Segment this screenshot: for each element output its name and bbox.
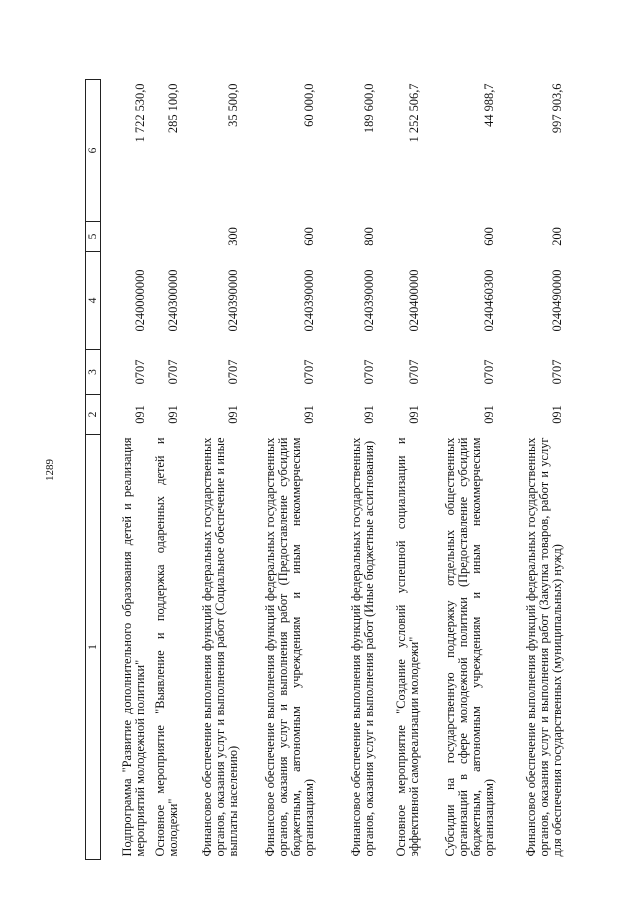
row-description: Финансовое обеспечение выполнения функций федеральных государственных органов, оказания услуг и выполнения работ (Предоставление субсидий бюджетным, автономным учреждениям и иным некоммерческим организациям) [262, 437, 317, 857]
table-row [182, 80, 242, 860]
row-section: 0707 [133, 359, 148, 385]
header-col-6: 6 [86, 80, 101, 222]
row-code: 091 [482, 405, 497, 424]
row-section: 0707 [362, 359, 377, 385]
page-number: 1289 [44, 459, 56, 481]
table-row [149, 80, 182, 860]
row-amount: 35 500,0 [226, 83, 241, 127]
row-description: Основное мероприятие "Создание условий успешной социализации и эффективной самореализации молодежи" [394, 437, 422, 857]
row-description: Финансовое обеспечение выполнения функций федеральных государственных органов, оказания услуг и выполнения работ (Иные бюджетные ассигнования) [349, 437, 377, 857]
row-amount: 189 600,0 [362, 83, 377, 134]
row-expense-type: 800 [362, 227, 377, 246]
row-description: Подпрограмма "Развитие дополнительного образования детей и реализация мероприятий молодежной политики" [120, 437, 148, 857]
header-row [86, 80, 101, 860]
row-code: 091 [133, 405, 148, 424]
row-amount: 1 722 530,0 [133, 83, 148, 143]
row-description: Основное мероприятие "Выявление и поддержка одаренных детей и молодежи" [153, 437, 181, 857]
row-target: 0240400000 [407, 269, 422, 332]
row-expense-type: 200 [550, 227, 565, 246]
row-code: 091 [550, 405, 565, 424]
row-amount: 997 903,6 [550, 83, 565, 134]
row-code: 091 [362, 405, 377, 424]
row-target: 0240390000 [362, 269, 377, 332]
row-amount: 1 252 506,7 [407, 83, 422, 143]
row-expense-type: 600 [302, 227, 317, 246]
row-target: 0240300000 [166, 269, 181, 332]
row-description: Субсидии на государственную поддержку отдельных общественных организаций в сфере молодежной политики (Предоставление субсидий бюджетным, автономным учреждениям и иным некоммерческим организациям) [442, 437, 497, 857]
row-section: 0707 [302, 359, 317, 385]
row-amount: 44 988,7 [482, 83, 497, 127]
table-row [423, 80, 498, 860]
row-target: 0240390000 [302, 269, 317, 332]
rotated-budget-table-area [85, 80, 580, 860]
row-code: 091 [407, 405, 422, 424]
row-code: 091 [166, 405, 181, 424]
table-row [101, 80, 149, 860]
row-description: Финансовое обеспечение выполнения функций федеральных государственных органов, оказания услуг и выполнения работ (Социальное обеспечение и иные выплаты населению) [199, 437, 241, 857]
header-col-2: 2 [86, 395, 101, 435]
row-description: Финансовое обеспечение выполнения функций федеральных государственных органов, оказания услуг и выполнения работ (Закупка товаров, работ и услуг для обеспечения государственных (муниципальных) нужд) [523, 437, 565, 857]
row-code: 091 [226, 405, 241, 424]
table-row [378, 80, 423, 860]
row-target: 0240390000 [226, 269, 241, 332]
row-code: 091 [302, 405, 317, 424]
header-col-3: 3 [86, 350, 101, 395]
table-row [242, 80, 318, 860]
row-section: 0707 [166, 359, 181, 385]
row-target: 0240000000 [133, 269, 148, 332]
header-col-1: 1 [86, 435, 101, 860]
row-amount: 60 000,0 [302, 83, 317, 127]
row-expense-type [378, 222, 423, 252]
row-target: 0240490000 [550, 269, 565, 332]
row-section: 0707 [226, 359, 241, 385]
row-expense-type [149, 222, 182, 252]
row-section: 0707 [482, 359, 497, 385]
table-row [498, 80, 566, 860]
row-expense-type: 600 [482, 227, 497, 246]
row-amount: 285 100,0 [166, 83, 181, 134]
header-col-4: 4 [86, 252, 101, 350]
header-col-5: 5 [86, 222, 101, 252]
table-row [318, 80, 378, 860]
row-section: 0707 [550, 359, 565, 385]
row-target: 0240460300 [482, 269, 497, 332]
budget-table [85, 79, 566, 860]
row-section: 0707 [407, 359, 422, 385]
row-expense-type: 300 [226, 227, 241, 246]
row-expense-type [101, 222, 149, 252]
